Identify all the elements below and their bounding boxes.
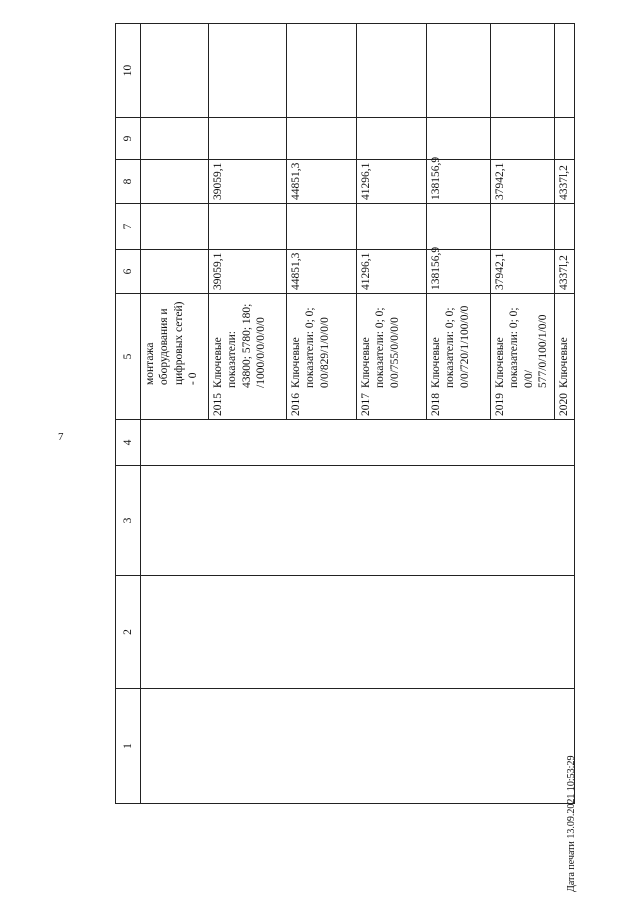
cell-col8 <box>141 160 209 204</box>
value-col8: 138156,9 <box>427 160 491 204</box>
value-col10 <box>357 24 427 118</box>
column-number: 5 <box>116 294 141 420</box>
column-number: 4 <box>116 420 141 466</box>
value-col6: 39059,1 <box>209 250 287 294</box>
value-col7 <box>555 204 575 250</box>
value-col9 <box>555 118 575 160</box>
value-col8: 39059,1 <box>209 160 287 204</box>
cell-col1 <box>141 689 575 804</box>
cell-col9 <box>141 118 209 160</box>
cell-col3 <box>141 466 575 576</box>
value-col10 <box>209 24 287 118</box>
indicator-cell <box>427 294 491 420</box>
value-col6: 4337l,2 <box>555 250 575 294</box>
cell-col4 <box>141 420 575 466</box>
value-col7 <box>357 204 427 250</box>
value-col8: 4337l,2 <box>555 160 575 204</box>
continuation-row <box>141 24 209 804</box>
value-col7 <box>287 204 357 250</box>
indicator-cell <box>209 294 287 420</box>
value-col10 <box>555 24 575 118</box>
value-col10 <box>287 24 357 118</box>
indicator-cell <box>357 294 427 420</box>
value-col6: 44851,3 <box>287 250 357 294</box>
value-col6: 138156,9 <box>427 250 491 294</box>
data-table <box>115 23 575 804</box>
column-number-row <box>116 24 141 804</box>
year: 2017 <box>360 393 372 416</box>
continuation-cell: монтажа оборудования и цифровых сетей) - 0 <box>141 294 209 420</box>
column-number: 9 <box>116 118 141 160</box>
indicator-cell <box>491 294 555 420</box>
print-date: Дата печати 13.09.2021 10:53:29 <box>566 755 577 892</box>
value-col9 <box>427 118 491 160</box>
value-col6: 37942,1 <box>491 250 555 294</box>
year: 2019 <box>494 393 506 416</box>
value-col8: 37942,1 <box>491 160 555 204</box>
column-number: 6 <box>116 250 141 294</box>
cell-col10 <box>141 24 209 118</box>
key-indicators: Ключевые показатели: 0; 0; 0/0/829/1/0/0/0 <box>290 307 331 388</box>
value-col7 <box>491 204 555 250</box>
column-number: 2 <box>116 576 141 689</box>
indicator-cell <box>287 294 357 420</box>
column-number: 3 <box>116 466 141 576</box>
value-col7 <box>427 204 491 250</box>
column-number: 1 <box>116 689 141 804</box>
key-indicators: Ключевые показатели: 43800; 5780; 180; /1000/0/0/0/0/0 <box>212 303 268 388</box>
year: 2016 <box>290 393 302 416</box>
column-number: 10 <box>116 24 141 118</box>
cell-col2 <box>141 576 575 689</box>
column-number: 8 <box>116 160 141 204</box>
value-col7 <box>209 204 287 250</box>
column-number: 7 <box>116 204 141 250</box>
key-indicators: Ключевые показатели: 0; 0; 0/0/ 577/0/100/1/0/0 <box>494 307 550 388</box>
value-col9 <box>287 118 357 160</box>
value-col9 <box>209 118 287 160</box>
year: 2018 <box>430 393 442 416</box>
cell-col7 <box>141 204 209 250</box>
value-col10 <box>491 24 555 118</box>
value-col9 <box>357 118 427 160</box>
year: 2020 <box>558 393 570 416</box>
value-col10 <box>427 24 491 118</box>
key-indicators: Ключевые показатели: 0; 0; 0/0/720/1/100/0/0 <box>430 305 471 388</box>
year: 2015 <box>212 393 224 416</box>
rotated-table-wrapper <box>115 24 570 804</box>
value-col9 <box>491 118 555 160</box>
page-number: 7 <box>58 431 64 443</box>
key-indicators: Ключевые показатели: 0; 0; 0/0/755/0/0/0/0 <box>360 307 401 388</box>
cell-col6 <box>141 250 209 294</box>
key-indicators: Ключевые <box>558 337 570 388</box>
value-col8: 44851,3 <box>287 160 357 204</box>
value-col6: 41296,1 <box>357 250 427 294</box>
value-col8: 41296,1 <box>357 160 427 204</box>
indicator-cell <box>555 294 575 420</box>
